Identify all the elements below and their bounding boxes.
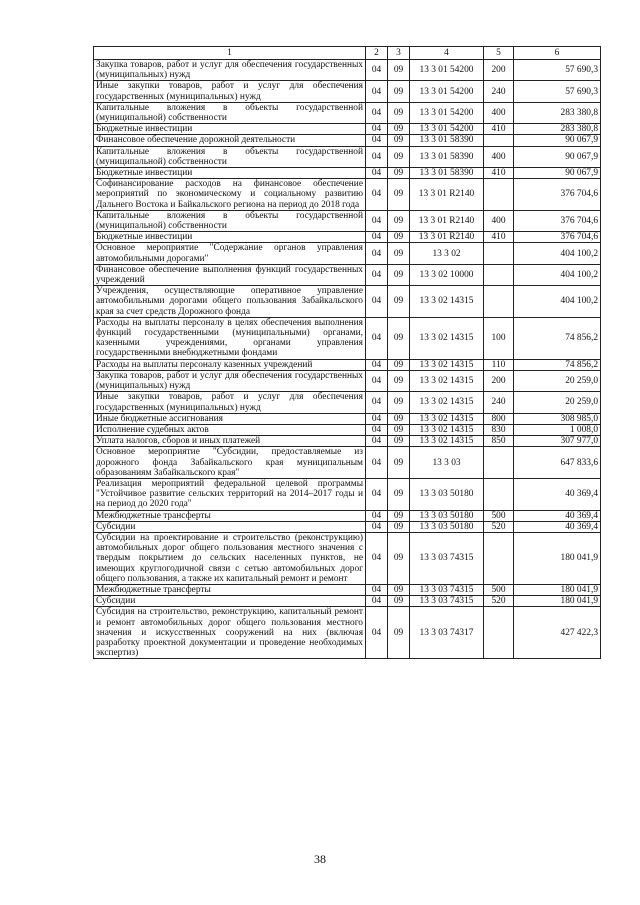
row-value-cell: 376 704,6: [514, 210, 601, 231]
row-name-cell: Уплата налогов, сборов и иных платежей: [94, 436, 366, 447]
row-name-cell: Софинансирование расходов на финансовое обеспечение мероприятий по экономическому и социальному развитию Дальнего Востока и Байкальского региона на период до 2018 года: [94, 179, 366, 211]
row-value-cell: 13 3 01 54200: [410, 102, 484, 123]
row-value-cell: 400: [484, 102, 514, 123]
row-value-cell: 09: [388, 286, 410, 318]
budget-table-body: [94, 47, 601, 659]
row-name-cell: Бюджетные инвестиции: [94, 232, 366, 243]
row-value-cell: 500: [484, 510, 514, 521]
row-value-cell: 09: [388, 478, 410, 510]
row-value-cell: 1 008,0: [514, 424, 601, 435]
row-value-cell: [484, 447, 514, 479]
header-cell: 2: [366, 47, 388, 60]
row-value-cell: 04: [366, 392, 388, 413]
row-value-cell: 13 3 03 50180: [410, 478, 484, 510]
row-value-cell: 180 041,9: [514, 596, 601, 607]
row-value-cell: 20 259,0: [514, 392, 601, 413]
table-row: [94, 478, 601, 510]
row-value-cell: 04: [366, 135, 388, 146]
row-name-cell: Субсидии: [94, 596, 366, 607]
row-name-cell: Закупка товаров, работ и услуг для обеспечения государственных (муниципальных) нужд: [94, 370, 366, 391]
row-value-cell: 400: [484, 146, 514, 167]
table-row: [94, 146, 601, 167]
row-name-cell: Расходы на выплаты персоналу в целях обеспечения выполнения функций государственными (муниципальными) органами, казенными учреждениями, органами управления государственными внебюджетными фондами: [94, 317, 366, 359]
row-value-cell: 410: [484, 232, 514, 243]
row-value-cell: 09: [388, 607, 410, 659]
table-row: [94, 243, 601, 264]
row-value-cell: 09: [388, 135, 410, 146]
row-name-cell: Капитальные вложения в объекты государственной (муниципальной) собственности: [94, 102, 366, 123]
row-name-cell: Бюджетные инвестиции: [94, 124, 366, 135]
row-value-cell: 04: [366, 168, 388, 179]
row-value-cell: 09: [388, 424, 410, 435]
row-value-cell: 90 067,9: [514, 168, 601, 179]
row-value-cell: 40 369,4: [514, 521, 601, 532]
row-value-cell: 850: [484, 436, 514, 447]
row-value-cell: 04: [366, 102, 388, 123]
row-value-cell: 09: [388, 521, 410, 532]
table-row: [94, 359, 601, 370]
row-value-cell: 308 985,0: [514, 413, 601, 424]
row-value-cell: 09: [388, 584, 410, 595]
row-value-cell: 283 380,8: [514, 102, 601, 123]
table-row: [94, 596, 601, 607]
row-name-cell: Иные бюджетные ассигнования: [94, 413, 366, 424]
table-row: [94, 317, 601, 359]
row-value-cell: 830: [484, 424, 514, 435]
row-value-cell: [484, 264, 514, 285]
row-value-cell: [484, 135, 514, 146]
table-row: [94, 135, 601, 146]
row-value-cell: 09: [388, 146, 410, 167]
table-row: [94, 102, 601, 123]
table-header-row: [94, 47, 601, 60]
table-row: [94, 436, 601, 447]
row-value-cell: 180 041,9: [514, 532, 601, 584]
row-value-cell: 09: [388, 102, 410, 123]
row-name-cell: Реализация мероприятий федеральной целевой программы "Устойчивое развитие сельских территорий на 2014–2017 годы и на период до 2020 года": [94, 478, 366, 510]
row-name-cell: Основное мероприятие "Субсидии, предоставляемые из дорожного фонда Забайкальского края муниципальным образованиям Забайкальского края": [94, 447, 366, 479]
row-value-cell: 04: [366, 424, 388, 435]
row-name-cell: Иные закупки товаров, работ и услуг для обеспечения государственных (муниципальных) нужд: [94, 81, 366, 102]
row-value-cell: 13 3 02 14315: [410, 436, 484, 447]
table-row: [94, 232, 601, 243]
row-value-cell: 404 100,2: [514, 286, 601, 318]
table-row: [94, 370, 601, 391]
row-value-cell: 13 3 02: [410, 243, 484, 264]
row-value-cell: 13 3 01 R2140: [410, 210, 484, 231]
header-cell: 6: [514, 47, 601, 60]
row-value-cell: 09: [388, 232, 410, 243]
row-value-cell: 13 3 03 74315: [410, 584, 484, 595]
row-value-cell: 200: [484, 60, 514, 81]
table-row: [94, 264, 601, 285]
row-value-cell: 13 3 03 50180: [410, 521, 484, 532]
row-value-cell: 04: [366, 210, 388, 231]
table-row: [94, 81, 601, 102]
row-value-cell: 09: [388, 359, 410, 370]
row-value-cell: 647 833,6: [514, 447, 601, 479]
row-value-cell: 427 422,3: [514, 607, 601, 659]
table-row: [94, 168, 601, 179]
row-value-cell: 09: [388, 317, 410, 359]
row-value-cell: 04: [366, 584, 388, 595]
row-value-cell: 13 3 03 50180: [410, 510, 484, 521]
row-value-cell: 09: [388, 210, 410, 231]
row-value-cell: 13 3 02 14315: [410, 413, 484, 424]
row-value-cell: 04: [366, 478, 388, 510]
row-value-cell: 13 3 01 R2140: [410, 179, 484, 211]
row-value-cell: 520: [484, 596, 514, 607]
row-value-cell: 13 3 02 14315: [410, 424, 484, 435]
row-value-cell: 13 3 01 58390: [410, 146, 484, 167]
row-value-cell: 04: [366, 146, 388, 167]
row-value-cell: 04: [366, 317, 388, 359]
table-row: [94, 447, 601, 479]
row-value-cell: 404 100,2: [514, 243, 601, 264]
row-value-cell: 04: [366, 81, 388, 102]
page-number: 38: [314, 852, 326, 866]
row-value-cell: 13 3 01 58390: [410, 135, 484, 146]
table-row: [94, 392, 601, 413]
row-value-cell: 04: [366, 521, 388, 532]
row-value-cell: [484, 607, 514, 659]
row-value-cell: 13 3 03 74315: [410, 596, 484, 607]
row-name-cell: Основное мероприятие "Содержание органов управления автомобильными дорогами": [94, 243, 366, 264]
row-value-cell: 200: [484, 370, 514, 391]
row-value-cell: 09: [388, 60, 410, 81]
row-value-cell: 13 3 02 14315: [410, 392, 484, 413]
row-value-cell: 13 3 03 74317: [410, 607, 484, 659]
row-value-cell: 520: [484, 521, 514, 532]
row-value-cell: 100: [484, 317, 514, 359]
row-value-cell: 04: [366, 243, 388, 264]
row-value-cell: [484, 532, 514, 584]
header-cell: 5: [484, 47, 514, 60]
row-value-cell: 240: [484, 81, 514, 102]
row-value-cell: 307 977,0: [514, 436, 601, 447]
row-value-cell: 09: [388, 436, 410, 447]
row-name-cell: Учреждения, осуществляющие оперативное управление автомобильными дорогами общего пользования Забайкальского края за счет средств Дорожного фонда: [94, 286, 366, 318]
row-name-cell: Закупка товаров, работ и услуг для обеспечения государственных (муниципальных) нужд: [94, 60, 366, 81]
row-value-cell: 90 067,9: [514, 146, 601, 167]
header-cell: 3: [388, 47, 410, 60]
row-name-cell: Межбюджетные трансферты: [94, 584, 366, 595]
row-name-cell: Бюджетные инвестиции: [94, 168, 366, 179]
row-value-cell: 09: [388, 264, 410, 285]
row-name-cell: Субсидия на строительство, реконструкцию, капитальный ремонт и ремонт автомобильных дорог общего пользования местного значения и искусственных сооружений на них (включая разработку проектной документации и проведение необходимых экспертиз): [94, 607, 366, 659]
row-value-cell: 09: [388, 179, 410, 211]
row-value-cell: [484, 179, 514, 211]
row-value-cell: 04: [366, 124, 388, 135]
row-value-cell: 04: [366, 532, 388, 584]
row-value-cell: 180 041,9: [514, 584, 601, 595]
row-value-cell: 04: [366, 359, 388, 370]
row-name-cell: Капитальные вложения в объекты государственной (муниципальной) собственности: [94, 146, 366, 167]
table-row: [94, 286, 601, 318]
table-row: [94, 210, 601, 231]
row-value-cell: 04: [366, 232, 388, 243]
row-value-cell: 13 3 01 R2140: [410, 232, 484, 243]
row-value-cell: 404 100,2: [514, 264, 601, 285]
row-value-cell: 20 259,0: [514, 370, 601, 391]
row-name-cell: Иные закупки товаров, работ и услуг для обеспечения государственных (муниципальных) нужд: [94, 392, 366, 413]
row-value-cell: 09: [388, 124, 410, 135]
row-value-cell: [484, 478, 514, 510]
row-value-cell: 04: [366, 413, 388, 424]
row-value-cell: 13 3 03: [410, 447, 484, 479]
row-value-cell: 09: [388, 243, 410, 264]
row-value-cell: 410: [484, 168, 514, 179]
row-value-cell: 13 3 01 54200: [410, 81, 484, 102]
table-row: [94, 124, 601, 135]
row-value-cell: 04: [366, 60, 388, 81]
row-value-cell: 04: [366, 264, 388, 285]
row-value-cell: 09: [388, 510, 410, 521]
row-value-cell: 410: [484, 124, 514, 135]
table-row: [94, 60, 601, 81]
row-value-cell: 09: [388, 532, 410, 584]
row-value-cell: 13 3 02 14315: [410, 359, 484, 370]
row-value-cell: [484, 243, 514, 264]
table-row: [94, 510, 601, 521]
table-row: [94, 521, 601, 532]
row-value-cell: 13 3 02 14315: [410, 286, 484, 318]
table-row: [94, 413, 601, 424]
row-value-cell: 04: [366, 510, 388, 521]
row-value-cell: 13 3 02 10000: [410, 264, 484, 285]
row-value-cell: 04: [366, 607, 388, 659]
table-row: [94, 607, 601, 659]
row-name-cell: Финансовое обеспечение дорожной деятельности: [94, 135, 366, 146]
row-value-cell: 74 856,2: [514, 359, 601, 370]
header-cell: 1: [94, 47, 366, 60]
row-value-cell: 04: [366, 436, 388, 447]
row-value-cell: 400: [484, 210, 514, 231]
table-row: [94, 532, 601, 584]
row-value-cell: 13 3 01 54200: [410, 60, 484, 81]
row-name-cell: Капитальные вложения в объекты государственной (муниципальной) собственности: [94, 210, 366, 231]
row-value-cell: 04: [366, 596, 388, 607]
table-row: [94, 179, 601, 211]
row-value-cell: 09: [388, 392, 410, 413]
row-value-cell: 74 856,2: [514, 317, 601, 359]
row-name-cell: Субсидии на проектирование и строительство (реконструкцию) автомобильных дорог общего пользования местного значения с твердым покрытием до сельских населенных пунктов, не имеющих круглогодичной связи с сетью автомобильных дорог общего пользования, а также их капитальный ремонт и ремонт: [94, 532, 366, 584]
row-value-cell: 13 3 03 74315: [410, 532, 484, 584]
row-value-cell: 57 690,3: [514, 81, 601, 102]
row-value-cell: 13 3 02 14315: [410, 317, 484, 359]
row-name-cell: Финансовое обеспечение выполнения функций государственных учреждений: [94, 264, 366, 285]
row-value-cell: 376 704,6: [514, 232, 601, 243]
header-cell: 4: [410, 47, 484, 60]
row-value-cell: 110: [484, 359, 514, 370]
row-name-cell: Исполнение судебных актов: [94, 424, 366, 435]
row-value-cell: 13 3 01 54200: [410, 124, 484, 135]
table-row: [94, 424, 601, 435]
table-row: [94, 584, 601, 595]
row-value-cell: 04: [366, 179, 388, 211]
row-name-cell: Расходы на выплаты персоналу казенных учреждений: [94, 359, 366, 370]
row-value-cell: 240: [484, 392, 514, 413]
row-value-cell: 13 3 02 14315: [410, 370, 484, 391]
row-value-cell: 04: [366, 286, 388, 318]
row-value-cell: 09: [388, 168, 410, 179]
row-value-cell: [484, 286, 514, 318]
row-name-cell: Межбюджетные трансферты: [94, 510, 366, 521]
budget-table: [93, 46, 601, 659]
row-value-cell: 376 704,6: [514, 179, 601, 211]
row-name-cell: Субсидии: [94, 521, 366, 532]
row-value-cell: 04: [366, 370, 388, 391]
row-value-cell: 09: [388, 370, 410, 391]
row-value-cell: 40 369,4: [514, 478, 601, 510]
row-value-cell: 04: [366, 447, 388, 479]
row-value-cell: 800: [484, 413, 514, 424]
row-value-cell: 57 690,3: [514, 60, 601, 81]
row-value-cell: 09: [388, 413, 410, 424]
row-value-cell: 13 3 01 58390: [410, 168, 484, 179]
row-value-cell: 09: [388, 81, 410, 102]
row-value-cell: 90 067,9: [514, 135, 601, 146]
row-value-cell: 40 369,4: [514, 510, 601, 521]
row-value-cell: 283 380,8: [514, 124, 601, 135]
row-value-cell: 09: [388, 447, 410, 479]
row-value-cell: 500: [484, 584, 514, 595]
row-value-cell: 09: [388, 596, 410, 607]
